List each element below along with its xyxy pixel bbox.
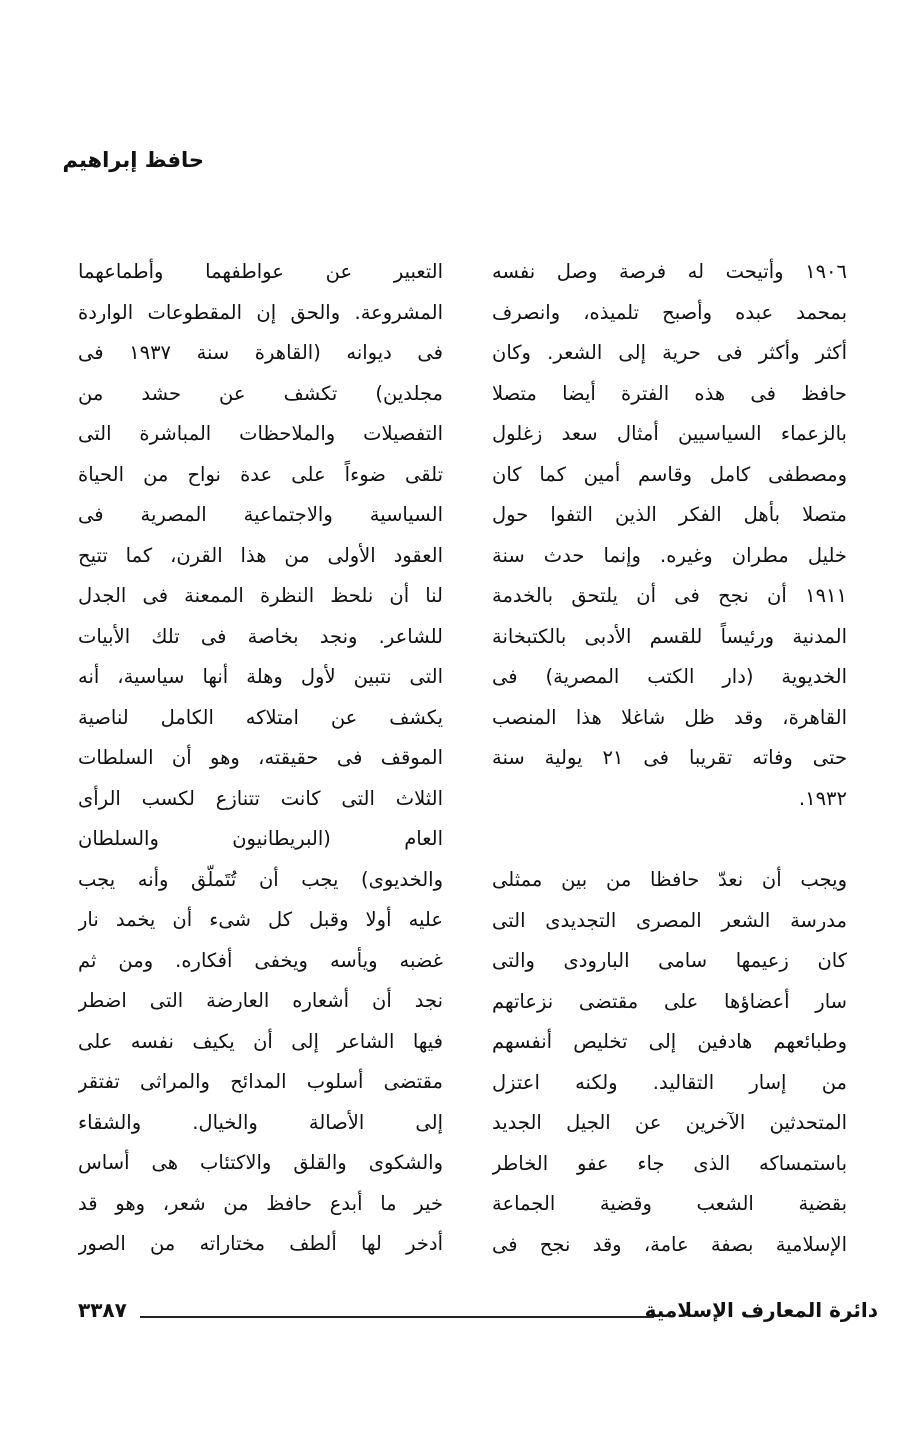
text-line: الموقف فى حقيقته، وهو أن السلطات [78,746,443,769]
text-line: المشروعة. والحق إن المقطوعات الواردة [78,300,443,324]
text-line: ويجب أن نعدّ حافظا من بين ممثلى [492,868,847,891]
text-line: أكثر وأكثر فى حرية إلى الشعر. وكان [492,341,847,364]
running-header: حافظ إبراهيم [62,148,204,172]
text-line: مجلدين) تكشف عن حشد من [78,381,443,405]
text-line: باستمساكه الذى جاء عفو الخاطر [492,1151,847,1175]
text-line: العام (البريطانيون والسلطان [78,827,443,850]
text-line: خير ما أبدع حافظ من شعر، وهو قد [78,1191,443,1215]
text-line: لنا أن نلحظ النظرة الممعنة فى الجدل [78,584,443,607]
text-line: يكشف عن امتلاكه الكامل لناصية [78,705,443,729]
text-line: متصلا بأهل الفكر الذين التفوا حول [492,503,847,526]
text-line: القاهرة، وقد ظل شاغلا هذا المنصب [492,705,847,729]
text-line: خليل مطران وغيره. وإنما حدث سنة [492,543,847,567]
text-line: بالزعماء السياسيين أمثال سعد زغلول [492,422,847,445]
text-line: سار أعضاؤها على مقتضى نزعاتهم [492,989,847,1013]
text-line: مقتضى أسلوب المدائح والمراثى تفتقر [78,1070,443,1093]
text-line: المدنية ورئيساً للقسم الأدبى بالكتبخانة [492,624,847,648]
text-line: نجد أن أشعاره العارضة التى اضطر [78,989,443,1012]
text-line: ومصطفى كامل وقاسم أمين كما كان [492,462,847,486]
text-line: فيها الشاعر إلى أن يكيف نفسه على [78,1029,443,1053]
text-line: حافظ فى هذه الفترة أيضا متصلا [492,381,847,405]
text-line: ١٩٣٢. [798,786,847,810]
text-line: المتحدثين الآخرين عن الجيل الجديد [492,1111,847,1134]
text-line: والشكوى والقلق والاكتئاب هى أساس [78,1151,443,1174]
text-line: التى نتبين لأول وهلة أنها سياسية، أنه [78,665,443,688]
encyclopedia-title: دائرة المعارف الإسلامية [644,1298,878,1322]
text-line: مدرسة الشعر المصرى التجديدى التى [492,908,847,932]
text-line: بقضية الشعب وقضية الجماعة [492,1192,847,1215]
text-line: الخديوية (دار الكتب المصرية) فى [492,665,847,688]
text-line: العقود الأولى من هذا القرن، كما تتيح [78,543,443,567]
text-line: حتى وفاته تقريبا فى ٢١ يولية سنة [492,746,847,769]
text-line: للشاعر. ونجد بخاصة فى تلك الأبيات [78,624,443,648]
text-line: عليه أولا وقبل كل شىء أن يخمد نار [78,908,443,931]
text-line: السياسية والاجتماعية المصرية فى [78,503,443,526]
text-line: تلقى ضوءاً على عدة نواح من الحياة [78,462,443,486]
text-line: التعبير عن عواطفهما وأطماعهما [78,260,443,283]
text-line: غضبه ويأسه ويخفى أفكاره. ومن ثم [78,948,443,972]
text-line: والخديوى) يجب أن تُتَملّق وأنه يجب [78,867,443,891]
footer-rule [140,1316,654,1318]
paragraph-gap [492,819,847,860]
text-line: التفصيلات والملاحظات المباشرة التى [78,422,443,445]
text-line: إلى الأصالة والخيال. والشقاء [78,1110,443,1134]
text-line: الإسلامية بصفة عامة، وقد نجح فى [492,1232,847,1256]
page-number: ٣٣٨٧ [78,1298,127,1322]
text-line: وطبائعهم هادفين إلى تخليص أنفسهم [492,1030,847,1053]
page-footer [78,1292,878,1332]
text-line: ١٩٠٦ وأتيحت له فرصة وصل نفسه [492,260,847,283]
text-line: الثلاث التى كانت تتنازع لكسب الرأى [78,786,443,810]
right-text-column [492,252,847,1265]
text-line: أدخر لها ألطف مختاراته من الصور [78,1232,443,1255]
text-line: من إسار التقاليد. ولكنه اعتزل [492,1070,847,1094]
left-text-column [78,252,443,1265]
text-line: ١٩١١ أن نجح فى أن يلتحق بالخدمة [492,584,847,607]
text-line: فى ديوانه (القاهرة سنة ١٩٣٧ فى [78,341,443,364]
text-line: كان زعيمها سامى البارودى والتى [492,949,847,972]
text-line: بمحمد عبده وأصبح تلميذه، وانصرف [492,300,847,324]
